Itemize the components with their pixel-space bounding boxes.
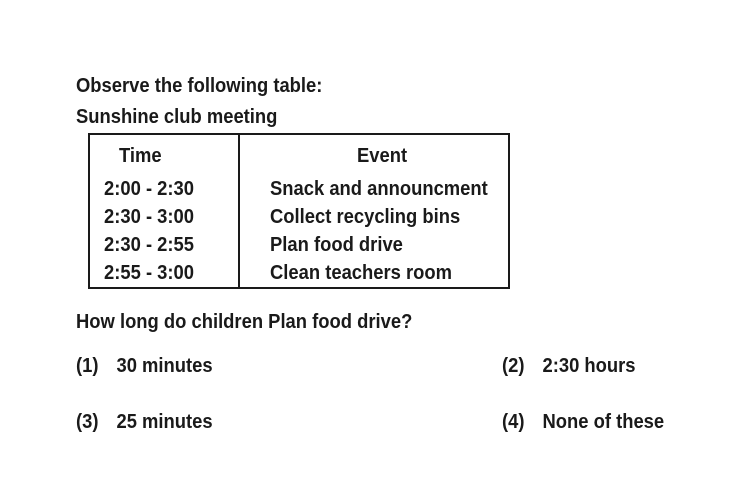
option-2[interactable]: [502, 355, 636, 378]
option-2-number: (2): [502, 355, 525, 377]
option-4-number: (4): [502, 411, 525, 433]
option-1-number: (1): [76, 355, 99, 377]
row-2-time: 2:30 - 3:00: [104, 206, 195, 228]
row-2-event: Collect recycling bins: [270, 206, 461, 228]
intro-text: Observe the following table:: [76, 75, 323, 97]
option-4-text: None of these: [542, 411, 665, 433]
option-3-number: (3): [76, 411, 99, 433]
option-4[interactable]: [502, 411, 664, 434]
option-1-text: 30 minutes: [116, 355, 213, 377]
schedule-table: [88, 133, 510, 289]
option-2-text: 2:30 hours: [542, 355, 636, 377]
row-4-time: 2:55 - 3:00: [104, 262, 195, 284]
option-3-text: 25 minutes: [116, 411, 213, 433]
row-1-event: Snack and announcment: [270, 178, 488, 200]
row-3-event: Plan food drive: [270, 234, 403, 256]
option-1[interactable]: [76, 355, 213, 378]
option-3[interactable]: [76, 411, 213, 434]
row-3-time: 2:30 - 2:55: [104, 234, 195, 256]
row-4-event: Clean teachers room: [270, 262, 453, 284]
header-event: Event: [357, 145, 408, 167]
table-title: Sunshine club meeting: [76, 106, 278, 128]
column-divider: [238, 135, 240, 287]
question-text: How long do children Plan food drive?: [76, 311, 413, 333]
header-time: Time: [119, 145, 162, 167]
row-1-time: 2:00 - 2:30: [104, 178, 195, 200]
